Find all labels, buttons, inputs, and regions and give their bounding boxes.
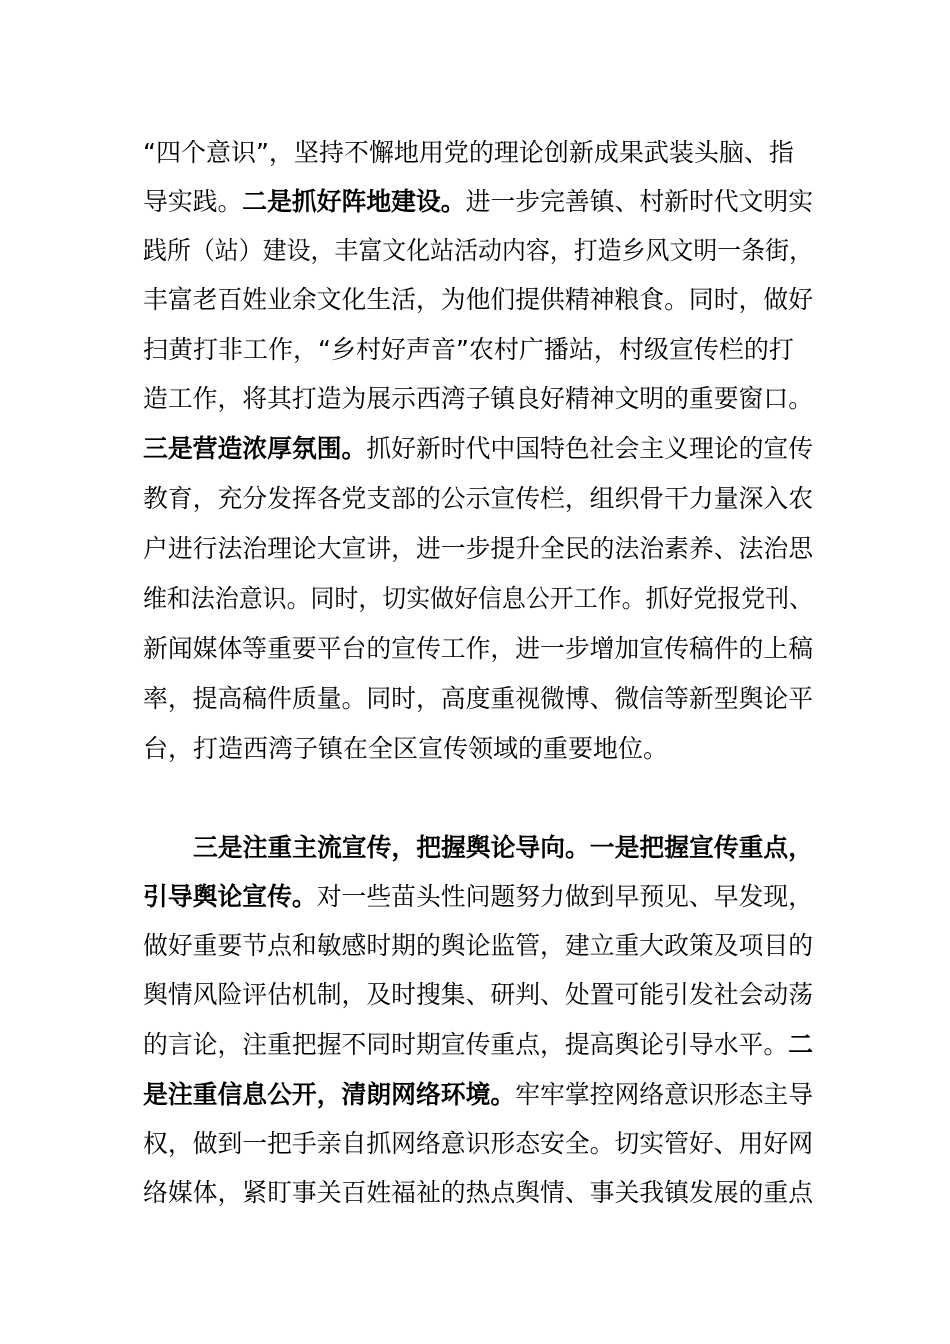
bold-heading-run: 三是注重主流宣传，把握舆论导向。一是把握宣传重点， xyxy=(193,833,814,862)
text-run: 教育，充分发挥各党支部的公示宣传栏，组织骨干力量深入农 xyxy=(143,484,814,513)
text-run: 导实践。 xyxy=(143,187,243,216)
bold-heading-run: 二是抓好阵地建设。 xyxy=(242,187,466,216)
paragraph-2-line-8 xyxy=(143,1173,813,1213)
text-run: 牢牢掌控网络意识形态主导 xyxy=(515,1080,814,1109)
paragraph-1-line-3 xyxy=(143,231,813,271)
text-run: 维和法治意识。同时，切实做好信息公开工作。抓好党报党刊、 xyxy=(143,584,814,613)
text-run: 扫黄打非工作，“乡村好声音”农村广播站，村级宣传栏的打 xyxy=(143,335,794,364)
text-run: 台，打造西湾子镇在全区宣传领域的重要地位。 xyxy=(143,734,669,763)
bold-heading-run: 三是营造浓厚氛围。 xyxy=(143,434,367,463)
paragraph-1-line-13 xyxy=(143,729,813,769)
text-run: 新闻媒体等重要平台的宣传工作，进一步增加宣传稿件的上稿 xyxy=(143,634,814,663)
paragraph-2-line-2 xyxy=(143,877,813,917)
text-run: 丰富老百姓业余文化生活，为他们提供精神粮食。同时，做好 xyxy=(143,285,814,314)
paragraph-2-line-7 xyxy=(143,1124,813,1164)
paragraph-1-line-10 xyxy=(143,579,813,619)
paragraph-2-line-3 xyxy=(143,926,813,966)
paragraph-1-line-12 xyxy=(143,679,813,719)
paragraph-1-line-11 xyxy=(143,629,813,669)
paragraph-1-line-2 xyxy=(143,182,813,222)
text-run: 对一些苗头性问题努力做到早预见、早发现， xyxy=(316,882,814,911)
paragraph-2-line-6 xyxy=(143,1075,813,1115)
text-run: 舆情风险评估机制，及时搜集、研判、处置可能引发社会动荡 xyxy=(143,980,814,1009)
paragraph-2-line-5 xyxy=(143,1025,813,1065)
text-run: “四个意识”，坚持不懈地用党的理论创新成果武装头脑、指 xyxy=(143,138,794,167)
text-run: 户进行法治理论大宣讲，进一步提升全民的法治素养、法治思 xyxy=(143,534,814,563)
paragraph-1-line-1 xyxy=(143,133,813,173)
paragraph-1-line-6 xyxy=(143,379,813,419)
text-run: 做好重要节点和敏感时期的舆论监管，建立重大政策及项目的 xyxy=(143,931,814,960)
text-run: 践所（站）建设，丰富文化站活动内容，打造乡风文明一条街， xyxy=(143,236,814,265)
text-run: 进一步完善镇、村新时代文明实 xyxy=(465,187,814,216)
bold-heading-run: 是注重信息公开，清朗网络环境。 xyxy=(143,1080,516,1109)
text-run: 率，提高稿件质量。同时，高度重视微博、微信等新型舆论平 xyxy=(143,684,814,713)
paragraph-2-line-1 xyxy=(193,828,813,868)
bold-heading-run: 引导舆论宣传。 xyxy=(143,882,317,911)
text-run: 抓好新时代中国特色社会主义理论的宣传 xyxy=(366,434,814,463)
paragraph-1-line-7 xyxy=(143,429,813,469)
paragraph-1-line-5 xyxy=(143,330,813,370)
text-run: 络媒体，紧盯事关百姓福祉的热点舆情、事关我镇发展的重点 xyxy=(143,1178,814,1207)
paragraph-1-line-9 xyxy=(143,529,813,569)
text-run: 权，做到一把手亲自抓网络意识形态安全。切实管好、用好网 xyxy=(143,1129,814,1158)
paragraph-2-line-4 xyxy=(143,975,813,1015)
bold-heading-run: 二 xyxy=(788,1030,814,1059)
paragraph-1-line-8 xyxy=(143,479,813,519)
text-run: 的言论，注重把握不同时期宣传重点，提高舆论引导水平。 xyxy=(143,1030,789,1059)
paragraph-1-line-4 xyxy=(143,280,813,320)
text-run: 造工作，将其打造为展示西湾子镇良好精神文明的重要窗口。 xyxy=(143,384,814,413)
